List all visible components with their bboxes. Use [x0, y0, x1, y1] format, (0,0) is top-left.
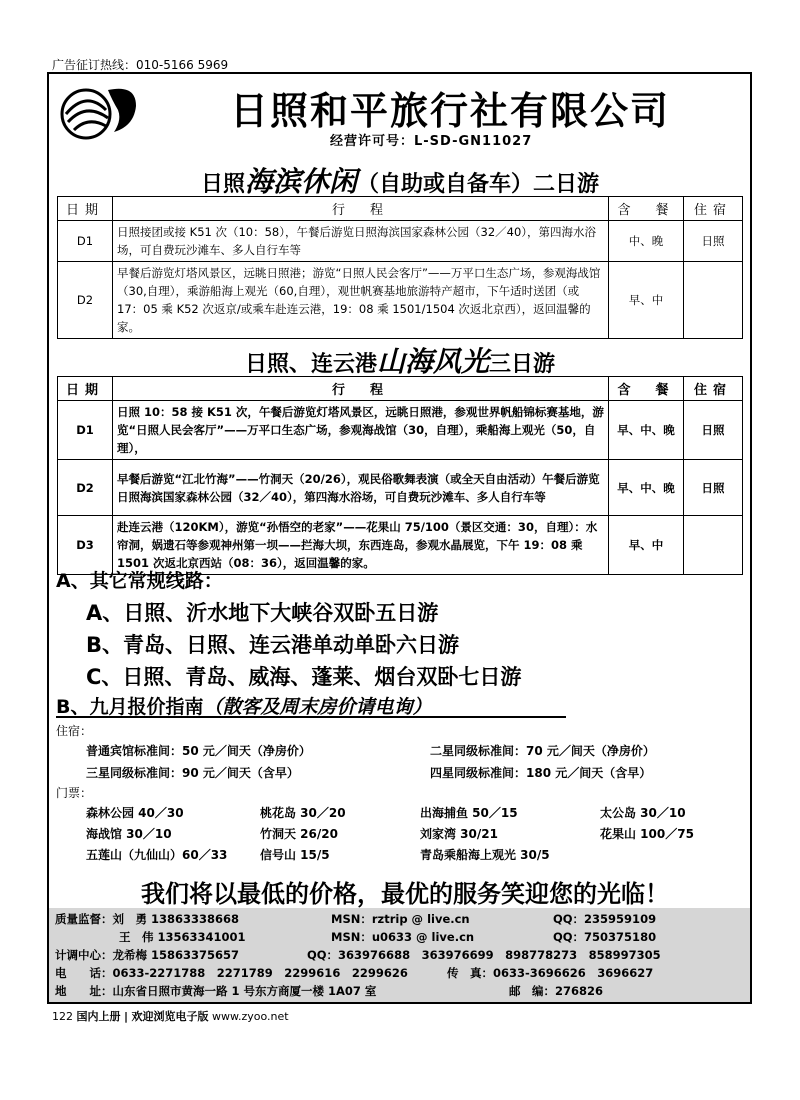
qq-1: QQ：235959109: [553, 912, 657, 926]
planning-center: 计调中心：龙希梅 15863375657: [55, 948, 240, 962]
row-day: D2: [58, 262, 113, 339]
ticket-price: 太公岛 30／10: [600, 806, 686, 820]
tour1-title-em: 海滨休闲: [244, 165, 357, 198]
row-desc: 赴连云港（120KM），游览“孙悟空的老家”——花果山 75/100（景区交通：30，自理）：水帘洞，娲遗石等参观神州第一坝——拦海大坝，东西连岛，参观水晶展览，下午 19：08 乘 1501 次返北京西站（08：36），返回温馨的家。: [113, 516, 609, 575]
tour1-title-pre: 日照: [200, 172, 245, 197]
row-meal: 早、中、晚: [609, 401, 684, 460]
tour2-title-em: 山海风光: [376, 345, 489, 378]
quality-supervisor-1: 质量监督：刘 勇 13863338668: [55, 912, 240, 926]
tour1-title: [60, 160, 740, 200]
qq-2: QQ：750375180: [553, 930, 657, 944]
row-meal: 早、中、晚: [609, 460, 684, 516]
ticket-price: 桃花岛 30／20: [260, 806, 346, 820]
hotel-price: 三星同级标准间：90 元／间天（含早）: [86, 766, 299, 780]
row-stay: 日照: [684, 401, 743, 460]
section-b-underline: [56, 716, 566, 718]
tickets-label: 门票：: [56, 786, 93, 800]
row-desc: 早餐后游览灯塔风景区，远眺日照港；游览“日照人民会客厅”——万平口生态广场，参观海战馆（30,自理），乘游船海上观光（60,自理），观世帆赛基地旅游特产超市，下午适时送团（或 17：05 乘 K52 次返京/或乘车赴连云港，19：08 乘 1501/1504 次返北京西），返回温馨的家。: [113, 262, 609, 339]
msn-1: MSN：rztrip @ live.cn: [331, 912, 470, 926]
ticket-price: 花果山 100／75: [600, 827, 694, 841]
quality-supervisor-2: 王 伟 13563341001: [119, 930, 246, 944]
row-meal: 早、中: [609, 262, 684, 339]
footer-url[interactable]: www.zyoo.net: [212, 1010, 289, 1023]
ticket-price: 森林公园 40／30: [86, 806, 184, 820]
hotel-price: 普通宾馆标准间：50 元／间天（净房价）: [86, 744, 311, 758]
footer-text: 欢迎浏览电子版: [131, 1010, 209, 1023]
postcode: 邮 编：276826: [509, 984, 604, 998]
row-day: D3: [58, 516, 113, 575]
page-footer: [52, 1008, 289, 1024]
lodging-label: 住宿：: [56, 724, 93, 738]
table-row: [58, 401, 743, 460]
row-stay: 日照: [684, 221, 743, 262]
section-a-title: A、其它常规线路：: [56, 570, 223, 592]
table-row: [58, 460, 743, 516]
row-stay: 日照: [684, 460, 743, 516]
company-name: 日照和平旅行社有限公司: [229, 89, 670, 133]
section-b-title: [56, 692, 432, 719]
tour1-table: [57, 196, 743, 339]
ticket-price: 出海捕鱼 50／15: [420, 806, 518, 820]
ad-hotline: 广告征订热线：010-5166 5969: [52, 58, 229, 72]
row-stay: [684, 262, 743, 339]
contact-block: [49, 908, 750, 1002]
table-row: [58, 262, 743, 339]
page-number: 122: [52, 1010, 73, 1023]
footer-section: 国内上册: [76, 1010, 121, 1023]
header-date: 日期: [58, 197, 113, 221]
header-stay: 住宿: [684, 377, 743, 401]
header-meals: 含 餐: [609, 197, 684, 221]
header-itinerary: 行 程: [113, 197, 609, 221]
table-header: [58, 197, 743, 221]
ticket-price: 海战馆 30／10: [86, 827, 172, 841]
route-item: A、日照、沂水地下大峡谷双卧五日游: [86, 601, 439, 625]
row-meal: 中、晚: [609, 221, 684, 262]
row-desc: 日照 10：58 接 K51 次，午餐后游览灯塔风景区，远眺日照港，参观世界帆船锦标赛基地，游览“日照人民会客厅”——万平口生态广场，参观海战馆（30，自理），乘船海上观光（50，自理），: [113, 401, 609, 460]
license-number: 经营许可号：L-SD-GN11027: [330, 134, 533, 149]
ticket-price: 刘家湾 30/21: [420, 827, 498, 841]
header-itinerary: 行 程: [113, 377, 609, 401]
table-row: [58, 221, 743, 262]
header-meals: 含 餐: [609, 377, 684, 401]
header-date: 日期: [58, 377, 113, 401]
footer-separator: |: [124, 1010, 129, 1023]
row-day: D1: [58, 401, 113, 460]
tour2-title: [60, 340, 740, 380]
company-logo-icon: [56, 80, 140, 142]
section-b-heading: B、九月报价指南: [56, 696, 204, 718]
slogan: 我们将以最低的价格，最优的服务笑迎您的光临！: [141, 880, 669, 908]
row-stay: [684, 516, 743, 575]
msn-2: MSN：u0633 @ live.cn: [331, 930, 475, 944]
row-desc: 日照接团或接 K51 次（10：58），午餐后游览日照海滨国家森林公园（32／40），第四海水浴场，可自费玩沙滩车、多人自行车等: [113, 221, 609, 262]
ticket-price: 信号山 15/5: [260, 848, 330, 862]
hotel-price: 四星同级标准间：180 元／间天（含早）: [430, 766, 652, 780]
route-item: B、青岛、日照、连云港单动单卧六日游: [86, 633, 460, 657]
planning-qq: QQ：363976688 363976699 898778273 858997305: [307, 948, 661, 962]
route-item: C、日照、青岛、威海、蓬莱、烟台双卧七日游: [86, 665, 522, 689]
ticket-price: 青岛乘船海上观光 30/5: [420, 848, 550, 862]
tour2-table: [57, 376, 743, 575]
row-desc: 早餐后游览“江北竹海”——竹洞天（20/26），观民俗歌舞表演（或全天自由活动）午餐后游览日照海滨国家森林公园（32／40），第四海水浴场，可自费玩沙滩车、多人自行车等: [113, 460, 609, 516]
header-stay: 住宿: [684, 197, 743, 221]
fax: 传 真：0633-3696626 3696627: [447, 966, 654, 980]
section-b-note: （散客及周末房价请电询）: [203, 696, 432, 718]
ticket-price: 竹洞天 26/20: [260, 827, 338, 841]
tour1-title-post: （自助或自备车）二日游: [357, 172, 600, 197]
row-day: D1: [58, 221, 113, 262]
ticket-price: 五莲山（九仙山）60／33: [86, 848, 228, 862]
tour2-title-pre: 日照、连云港: [244, 352, 377, 377]
table-header: [58, 377, 743, 401]
row-day: D2: [58, 460, 113, 516]
tour2-title-post: 三日游: [489, 352, 556, 377]
row-meal: 早、中: [609, 516, 684, 575]
telephone: 电 话：0633-2271788 2271789 2299616 2299626: [55, 966, 408, 980]
hotel-price: 二星同级标准间：70 元／间天（净房价）: [430, 744, 655, 758]
address: 地 址：山东省日照市黄海一路 1 号东方商厦一楼 1A07 室: [55, 984, 377, 998]
